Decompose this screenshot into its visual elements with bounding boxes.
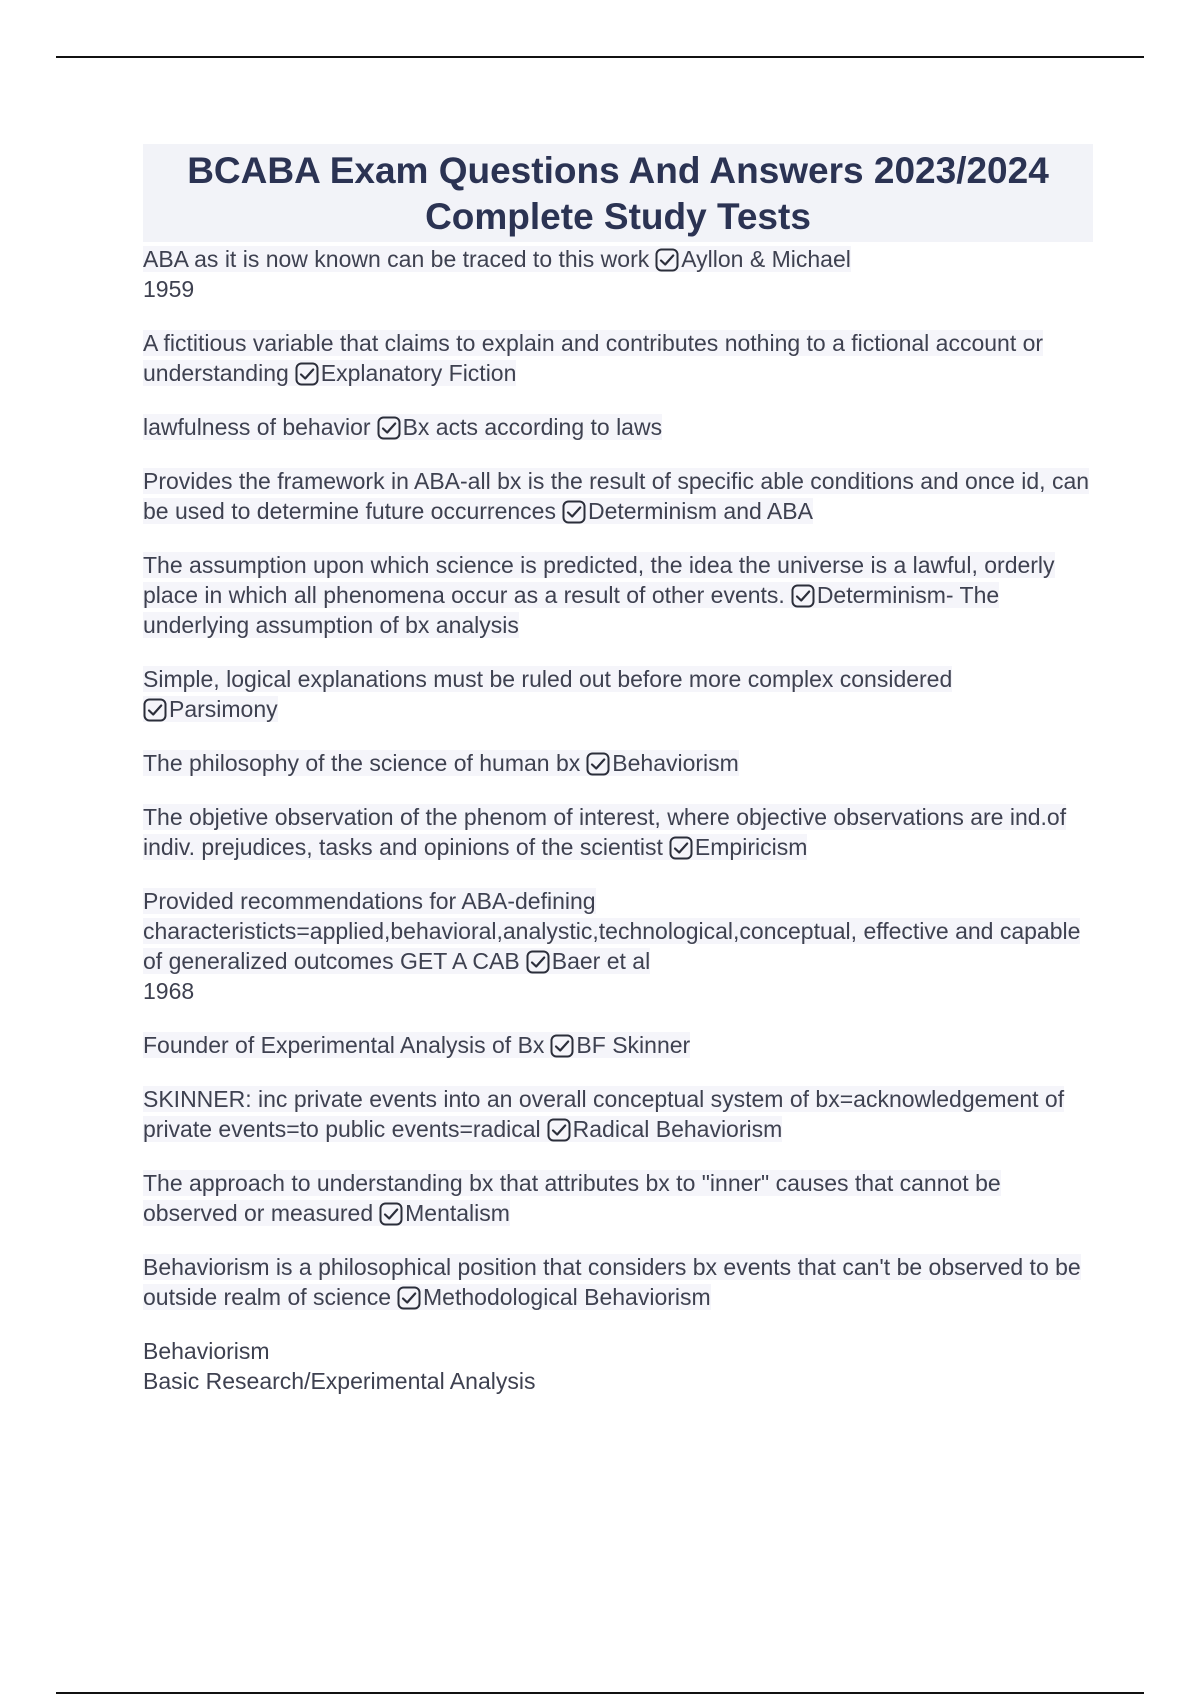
qa-item: [143, 802, 1093, 862]
question-text: Simple, logical explanations must be ruled out before more complex considered: [143, 666, 953, 692]
checkbox-checked-icon: [143, 698, 167, 722]
checkbox-checked-icon: [526, 950, 550, 974]
qa-item: [143, 1084, 1093, 1144]
answer-text: Parsimony: [169, 696, 278, 722]
question-text-line1: Provided recommendations for ABA-defining: [143, 888, 596, 914]
answer-extra: 1968: [143, 978, 195, 1004]
checkbox-checked-icon: [295, 362, 319, 386]
answer-text: Determinism- The underlying assumption of bx analysis: [143, 582, 1000, 638]
checkbox-checked-icon: [379, 1202, 403, 1226]
answer-text: Empiricism: [694, 834, 808, 860]
answer-extra: 1959: [143, 276, 195, 302]
question-text: characteristicts=applied,behavioral,analystic,technological,conceptual, effective and capable of generalized outcomes GET A CAB: [143, 918, 1081, 974]
answer-text: Explanatory Fiction: [320, 360, 517, 386]
qa-item: [143, 1252, 1093, 1312]
trailing-text: [143, 1336, 1093, 1396]
qa-item: [143, 328, 1093, 388]
answer-text: Mentalism: [405, 1200, 510, 1226]
answer-text: Behaviorism: [612, 750, 739, 776]
checkbox-checked-icon: [550, 1034, 574, 1058]
question-text: Provides the framework in ABA-all bx is the result of specific able conditions and once id, can be used to determine future occurrences: [143, 468, 1090, 524]
checkbox-checked-icon: [377, 416, 401, 440]
qa-item: [143, 748, 1093, 778]
question-text: lawfulness of behavior: [143, 414, 371, 440]
question-text: The assumption upon which science is predicted, the idea the universe is a lawful, orderly place in which all phenomena occur as a result of other events.: [143, 552, 1055, 608]
qa-item: [143, 664, 1093, 724]
checkbox-checked-icon: [655, 248, 679, 272]
answer-text: Bx acts according to laws: [402, 414, 663, 440]
checkbox-checked-icon: [586, 752, 610, 776]
question-text: The objetive observation of the phenom of interest, where objective observations are ind.of indiv. prejudices, tasks and opinions of the scientist: [143, 804, 1067, 860]
title-line-1: BCABA Exam Questions And Answers 2023/2024: [187, 150, 1049, 191]
qa-item: [143, 1168, 1093, 1228]
question-text: SKINNER: inc private events into an overall conceptual system of bx=acknowledgement of private events=to public events=radical: [143, 1086, 1065, 1142]
answer-text: BF Skinner: [576, 1032, 691, 1058]
question-text: A fictitious variable that claims to explain and contributes nothing to a fictional account or understanding: [143, 330, 1044, 386]
question-text: Behaviorism is a philosophical position that considers bx events that can't be observed to be outside realm of science: [143, 1254, 1081, 1310]
question-text: The approach to understanding bx that attributes bx to "inner" causes that cannot be observed or measured: [143, 1170, 1001, 1226]
document-title: [143, 144, 1093, 242]
answer-text: Baer et al: [551, 948, 651, 974]
qa-item: [143, 1030, 1093, 1060]
checkbox-checked-icon: [547, 1118, 571, 1142]
question-text: Founder of Experimental Analysis of Bx: [143, 1032, 545, 1058]
header-rule: [56, 56, 1144, 58]
checkbox-checked-icon: [669, 836, 693, 860]
answer-text: Radical Behaviorism: [572, 1116, 783, 1142]
trailing-line-2: Basic Research/Experimental Analysis: [143, 1368, 536, 1394]
checkbox-checked-icon: [397, 1286, 421, 1310]
qa-item: [143, 412, 1093, 442]
title-line-2: Complete Study Tests: [425, 196, 811, 237]
document-body: [143, 144, 1093, 1420]
question-text: The philosophy of the science of human bx: [143, 750, 581, 776]
qa-item: [143, 886, 1093, 1006]
footer-rule: [56, 1692, 1144, 1694]
checkbox-checked-icon: [562, 500, 586, 524]
qa-item: [143, 550, 1093, 640]
answer-text: Determinism and ABA: [587, 498, 813, 524]
answer-text: Ayllon & Michael: [681, 246, 851, 272]
answer-text: Methodological Behaviorism: [423, 1284, 711, 1310]
trailing-line-1: Behaviorism: [143, 1338, 270, 1364]
question-text: ABA as it is now known can be traced to this work: [143, 246, 650, 272]
qa-item: [143, 244, 1093, 304]
qa-item: [143, 466, 1093, 526]
checkbox-checked-icon: [791, 584, 815, 608]
